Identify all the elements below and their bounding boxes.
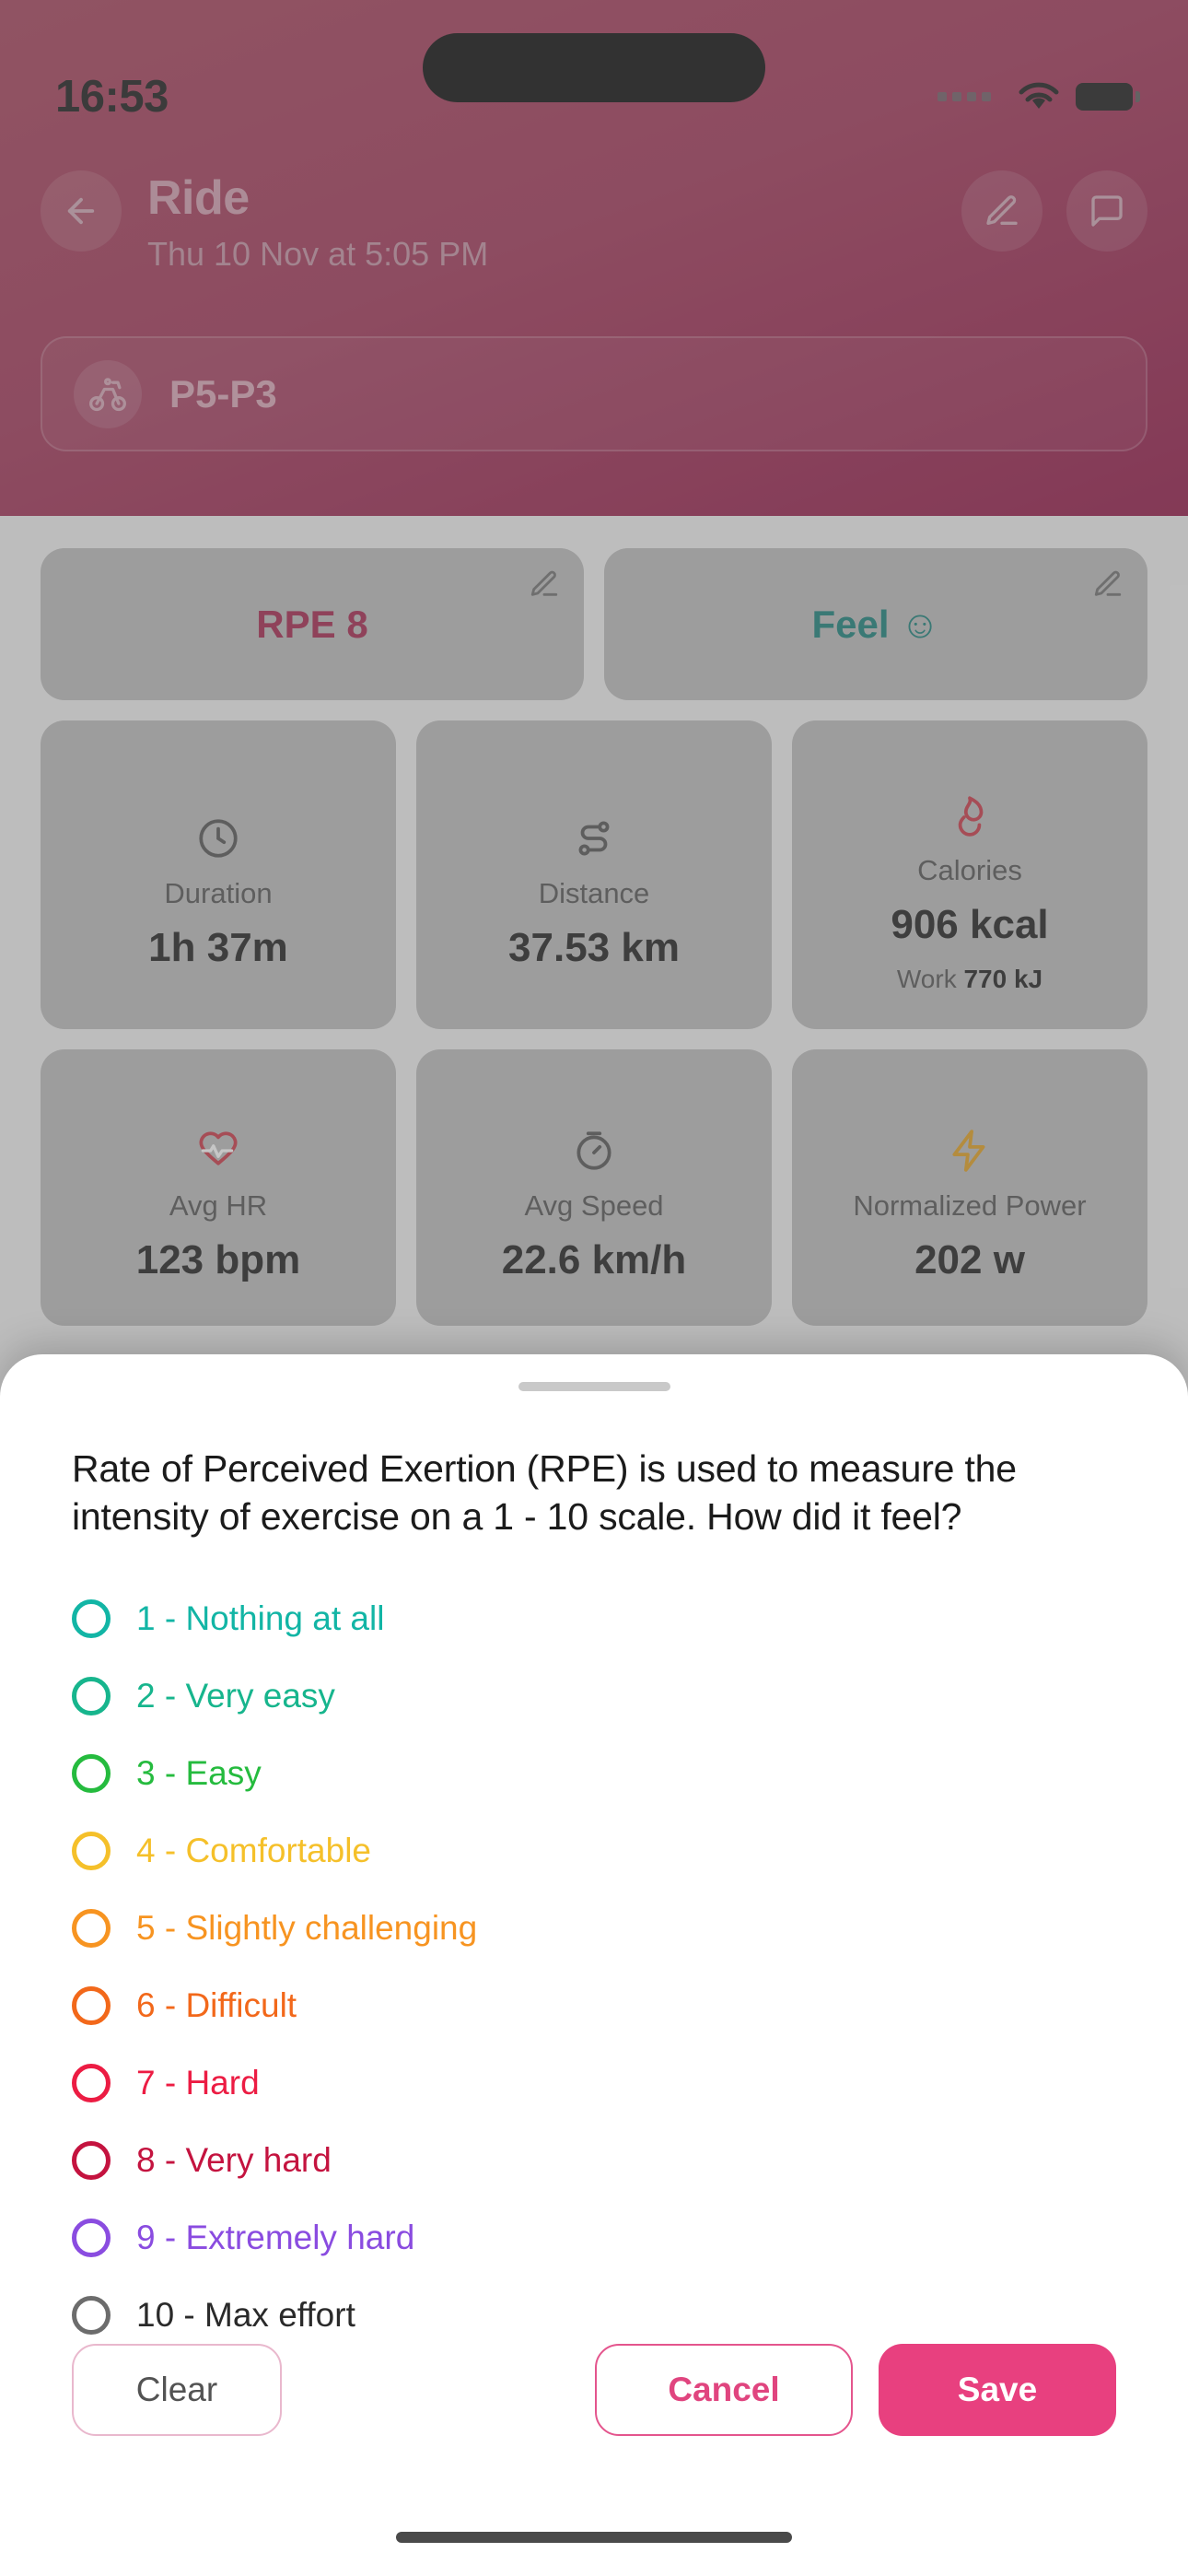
metric-value: 123 bpm bbox=[135, 1237, 301, 1282]
metric-label: Avg HR bbox=[169, 1189, 268, 1222]
radio-icon[interactable] bbox=[72, 1986, 111, 2025]
radio-icon[interactable] bbox=[72, 2141, 111, 2180]
radio-icon[interactable] bbox=[72, 2064, 111, 2102]
rpe-option-10[interactable] bbox=[72, 2277, 1116, 2354]
feel-label: Feel bbox=[811, 602, 890, 646]
radio-icon[interactable] bbox=[72, 2219, 111, 2257]
rpe-option-label: 9 - Extremely hard bbox=[136, 2218, 415, 2256]
rpe-option-label: 1 - Nothing at all bbox=[136, 1598, 385, 1637]
rpe-bottom-sheet bbox=[0, 1354, 1188, 2576]
rpe-option-6[interactable] bbox=[72, 1967, 1116, 2044]
rpe-option-label: 3 - Easy bbox=[136, 1753, 262, 1792]
sheet-actions bbox=[72, 2344, 1116, 2436]
radio-icon[interactable] bbox=[72, 1677, 111, 1715]
rpe-option-4[interactable] bbox=[72, 1812, 1116, 1890]
cancel-button[interactable]: Cancel bbox=[595, 2344, 853, 2436]
rpe-options-list bbox=[72, 1580, 1116, 2354]
metric-value: 22.6 km/h bbox=[501, 1237, 687, 1282]
rpe-option-label: 8 - Very hard bbox=[136, 2140, 332, 2179]
rpe-option-5[interactable] bbox=[72, 1890, 1116, 1967]
rpe-option-7[interactable] bbox=[72, 2044, 1116, 2122]
home-indicator bbox=[396, 2532, 792, 2543]
rpe-option-8[interactable] bbox=[72, 2122, 1116, 2199]
page-subtitle: Thu 10 Nov at 5:05 PM bbox=[147, 235, 489, 273]
page-title: Ride bbox=[147, 171, 250, 225]
status-bar-time: 16:53 bbox=[55, 72, 169, 122]
rpe-label: RPE 8 bbox=[256, 602, 368, 646]
metric-label: Calories bbox=[917, 853, 1022, 886]
sheet-grabber[interactable] bbox=[518, 1382, 670, 1391]
activity-type-label: P5-P3 bbox=[169, 371, 277, 416]
rpe-option-2[interactable] bbox=[72, 1657, 1116, 1735]
radio-icon[interactable] bbox=[72, 1754, 111, 1793]
rpe-option-3[interactable] bbox=[72, 1735, 1116, 1812]
rpe-option-label: 5 - Slightly challenging bbox=[136, 1908, 478, 1947]
sheet-question: Rate of Perceived Exertion (RPE) is used to measure the intensity of exercise on a 1 - 10 scale. How did it feel? bbox=[72, 1447, 1017, 1539]
metric-label: Avg Speed bbox=[524, 1189, 664, 1222]
rpe-option-label: 2 - Very easy bbox=[136, 1676, 335, 1715]
smiley-icon: ☺ bbox=[900, 602, 940, 646]
metric-label: Distance bbox=[538, 876, 650, 909]
metric-sub-label: Work bbox=[896, 964, 957, 993]
metric-value: 906 kcal bbox=[891, 901, 1049, 947]
rpe-option-1[interactable] bbox=[72, 1580, 1116, 1657]
metric-value: 202 w bbox=[914, 1237, 1025, 1282]
rpe-option-9[interactable] bbox=[72, 2199, 1116, 2277]
rpe-option-label: 6 - Difficult bbox=[136, 1985, 297, 2024]
save-button[interactable]: Save bbox=[879, 2344, 1116, 2436]
radio-icon[interactable] bbox=[72, 1832, 111, 1870]
metric-value: 37.53 km bbox=[508, 924, 680, 970]
clear-button[interactable]: Clear bbox=[72, 2344, 282, 2436]
metric-sub-value: 770 kJ bbox=[963, 964, 1043, 993]
metric-label: Normalized Power bbox=[853, 1189, 1087, 1222]
rpe-option-label: 10 - Max effort bbox=[136, 2295, 355, 2334]
rpe-option-label: 7 - Hard bbox=[136, 2063, 260, 2102]
metric-label: Duration bbox=[164, 876, 273, 909]
rpe-option-label: 4 - Comfortable bbox=[136, 1831, 371, 1869]
radio-icon[interactable] bbox=[72, 1909, 111, 1948]
radio-icon[interactable] bbox=[72, 2296, 111, 2335]
metric-value: 1h 37m bbox=[148, 924, 288, 970]
radio-icon[interactable] bbox=[72, 1599, 111, 1638]
